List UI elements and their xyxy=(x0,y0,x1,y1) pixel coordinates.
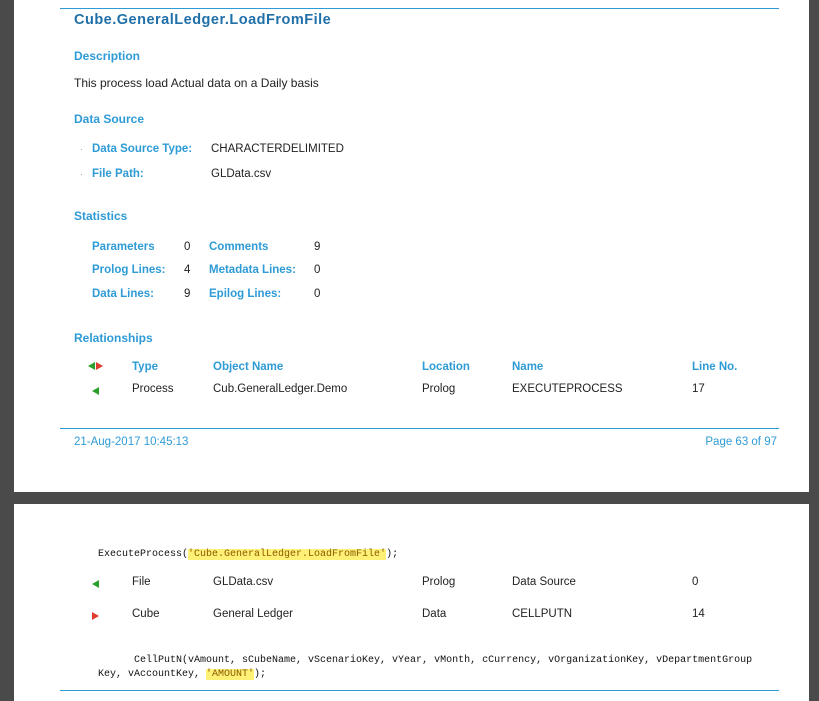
cell-location: Prolog xyxy=(422,383,456,395)
code-prefix: ExecuteProcess( xyxy=(98,549,189,560)
page-title: Cube.GeneralLedger.LoadFromFile xyxy=(74,12,332,28)
code-string-literal: 'Cube.GeneralLedger.LoadFromFile' xyxy=(188,549,387,560)
cell-location: Data xyxy=(422,608,447,620)
page-2-divider xyxy=(60,690,779,691)
cell-name: CELLPUTN xyxy=(512,608,573,620)
stat-label-data-lines: Data Lines: xyxy=(92,288,154,300)
code-suffix: ); xyxy=(254,669,267,680)
field-value-file-path: GLData.csv xyxy=(211,168,272,180)
arrow-left-green-icon xyxy=(92,580,99,588)
page-2-content xyxy=(14,504,809,701)
stat-value-parameters: 0 xyxy=(184,241,191,253)
section-heading-statistics: Statistics xyxy=(74,209,128,223)
arrow-right-red-icon xyxy=(92,612,99,620)
stat-value-prolog-lines: 4 xyxy=(184,264,191,276)
column-header-location: Location xyxy=(422,361,470,373)
cell-line-no: 17 xyxy=(692,383,705,395)
field-label-file-path: File Path: xyxy=(92,168,144,180)
code-snippet-cellputn xyxy=(98,639,758,697)
list-dash-icon: · xyxy=(80,169,83,179)
section-heading-relationships: Relationships xyxy=(74,331,153,345)
footer-page-number: Page 63 of 97 xyxy=(705,436,777,448)
page-header-divider xyxy=(60,8,779,9)
cell-type: File xyxy=(132,576,151,588)
code-snippet-execute-process xyxy=(98,548,398,563)
cell-type: Cube xyxy=(132,608,160,620)
code-suffix: ); xyxy=(386,549,399,560)
code-prefix: CellPutN(vAmount, sCubeName, vScenarioKey, vYear, vMonth, cCurrency, vOrganizationKey, vDepartmentGroupKey, vAccountKey, xyxy=(98,654,753,680)
stat-value-epilog-lines: 0 xyxy=(314,288,321,300)
stat-value-metadata-lines: 0 xyxy=(314,264,321,276)
cell-name: Data Source xyxy=(512,576,576,588)
column-header-type: Type xyxy=(132,361,158,373)
stat-value-data-lines: 9 xyxy=(184,288,191,300)
cell-line-no: 0 xyxy=(692,576,699,588)
field-label-data-source-type: Data Source Type: xyxy=(92,143,193,155)
cell-name: EXECUTEPROCESS xyxy=(512,383,623,395)
code-string-literal: 'AMOUNT' xyxy=(206,669,255,680)
column-header-name: Name xyxy=(512,361,544,373)
column-header-line-no: Line No. xyxy=(692,361,738,373)
document-page-2 xyxy=(14,504,809,701)
stat-label-metadata-lines: Metadata Lines: xyxy=(209,264,296,276)
stat-label-epilog-lines: Epilog Lines: xyxy=(209,288,282,300)
description-text: This process load Actual data on a Daily basis xyxy=(74,76,319,90)
cell-object-name: GLData.csv xyxy=(213,576,274,588)
cell-object-name: General Ledger xyxy=(213,608,293,620)
cell-line-no: 14 xyxy=(692,608,705,620)
page-footer-divider xyxy=(60,428,779,429)
cell-location: Prolog xyxy=(422,576,456,588)
arrow-right-red-icon xyxy=(96,362,103,370)
cell-type: Process xyxy=(132,383,174,395)
column-header-object-name: Object Name xyxy=(213,361,284,373)
footer-timestamp: 21-Aug-2017 10:45:13 xyxy=(74,436,189,448)
relationship-marker-header xyxy=(88,362,110,372)
arrow-left-green-icon xyxy=(88,362,95,370)
stat-label-prolog-lines: Prolog Lines: xyxy=(92,264,166,276)
list-dash-icon: · xyxy=(80,144,83,154)
document-page-1 xyxy=(14,0,809,492)
stat-value-comments: 9 xyxy=(314,241,321,253)
arrow-left-green-icon xyxy=(92,387,99,395)
stat-label-comments: Comments xyxy=(209,241,269,253)
section-heading-data-source: Data Source xyxy=(74,112,145,126)
stat-label-parameters: Parameters xyxy=(92,241,155,253)
section-heading-description: Description xyxy=(74,49,141,63)
cell-object-name: Cub.GeneralLedger.Demo xyxy=(213,383,348,395)
field-value-data-source-type: CHARACTERDELIMITED xyxy=(211,143,344,155)
page-1-content xyxy=(14,0,809,492)
